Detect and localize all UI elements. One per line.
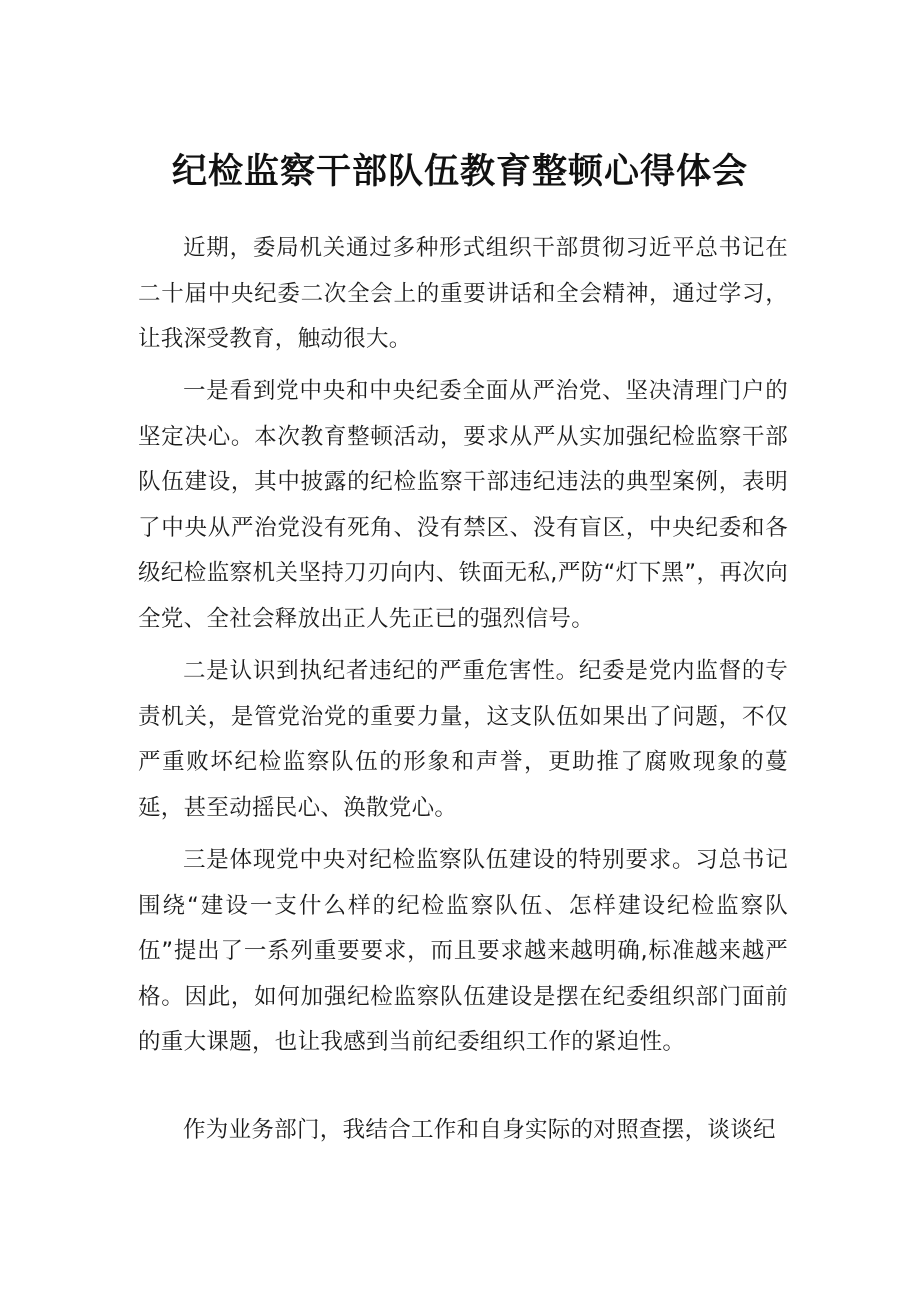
paragraph-point-two: 二是认识到执纪者违纪的严重危害性。纪委是党内监督的专责机关，是管党治党的重要力量，这支队伍如果出了问题，不仅严重败坏纪检监察队伍的形象和声誉，更助推了腐败现象的蔓延，甚至动摇民心、涣散党心。 (138, 658, 788, 821)
document-title: 纪检监察干部队伍教育整顿心得体会 (171, 152, 748, 192)
paragraph-point-one: 一是看到党中央和中央纪委全面从严治党、坚决清理门户的坚定决心。本次教育整顿活动，要求从严从实加强纪检监察干部队伍建设，其中披露的纪检监察干部违纪违法的典型案例，表明了中央从严治党没有死角、没有禁区、没有盲区，中央纪委和各级纪检监察机关坚持刀刃向内、铁面无私,严防“灯下黑”，再次向全党、全社会释放出正人先正已的强烈信号。 (138, 378, 788, 632)
paragraph-continuation: 作为业务部门，我结合工作和自身实际的对照查摆，谈谈纪 (183, 1117, 776, 1143)
paragraph-point-three: 三是体现党中央对纪检监察队伍建设的特别要求。习总书记围绕“建设一支什么样的纪检监察队伍、怎样建设纪检监察队伍”提出了一系列重要要求，而且要求越来越明确,标准越来越严格。因此，如何加强纪检监察队伍建设是摆在纪委组织部门面前的重大课题，也让我感到当前纪委组织工作的紧迫性。 (138, 847, 788, 1056)
paragraph-intro: 近期，委局机关通过多种形式组织干部贯彻习近平总书记在二十届中央纪委二次全会上的重要讲话和全会精神，通过学习，让我深受教育，触动很大。 (138, 235, 788, 353)
